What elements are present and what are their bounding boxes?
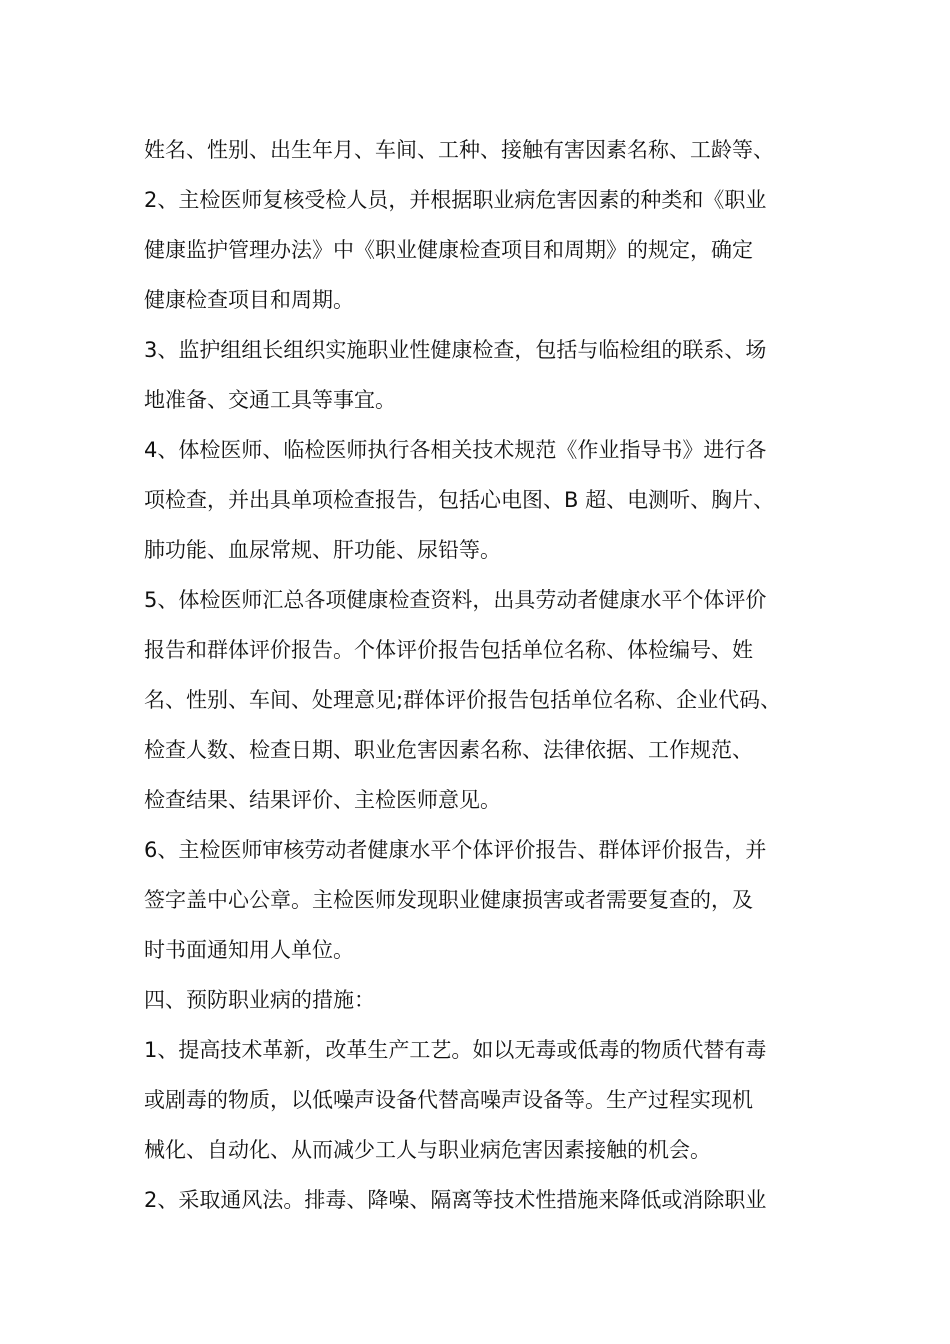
text-line: 4、体检医师、临检医师执行各相关技术规范《作业指导书》进行各 (144, 438, 767, 462)
text-line: 时书面通知用人单位。 (144, 938, 354, 962)
section-heading: 四、预防职业病的措施： (144, 988, 375, 1012)
text-line: 报告和群体评价报告。个体评价报告包括单位名称、体检编号、姓 (144, 638, 753, 662)
text-line: 1、提高技术革新，改革生产工艺。如以无毒或低毒的物质代替有毒 (144, 1038, 767, 1062)
text-line: 6、主检医师审核劳动者健康水平个体评价报告、群体评价报告，并 (144, 838, 767, 862)
text-line: 检查人数、检查日期、职业危害因素名称、法律依据、工作规范、 (144, 738, 753, 762)
document-body (144, 125, 834, 1225)
text-line: 5、体检医师汇总各项健康检查资料，出具劳动者健康水平个体评价 (144, 588, 767, 612)
text-line: 或剧毒的物质，以低噪声设备代替高噪声设备等。生产过程实现机 (144, 1088, 753, 1112)
text-line: 地准备、交通工具等事宜。 (144, 388, 396, 412)
text-line: 械化、自动化、从而减少工人与职业病危害因素接触的机会。 (144, 1138, 711, 1162)
text-line: 3、监护组组长组织实施职业性健康检查，包括与临检组的联系、场 (144, 338, 767, 362)
text-line: 2、主检医师复核受检人员，并根据职业病危害因素的种类和《职业 (144, 188, 767, 212)
text-line: 项检查，并出具单项检查报告，包括心电图、B 超、电测听、胸片、 (144, 488, 775, 512)
text-line: 签字盖中心公章。主检医师发现职业健康损害或者需要复查的，及 (144, 888, 753, 912)
text-line: 健康监护管理办法》中《职业健康检查项目和周期》的规定，确定 (144, 238, 753, 262)
text-line: 名、性别、车间、处理意见;群体评价报告包括单位名称、企业代码、 (144, 688, 782, 712)
text-line: 肺功能、血尿常规、肝功能、尿铅等。 (144, 538, 501, 562)
text-line: 2、采取通风法。排毒、降噪、隔离等技术性措施来降低或消除职业 (144, 1188, 767, 1212)
text-line: 检查结果、结果评价、主检医师意见。 (144, 788, 501, 812)
text-line: 姓名、性别、出生年月、车间、工种、接触有害因素名称、工龄等、 (144, 138, 774, 162)
text-line: 健康检查项目和周期。 (144, 288, 354, 312)
